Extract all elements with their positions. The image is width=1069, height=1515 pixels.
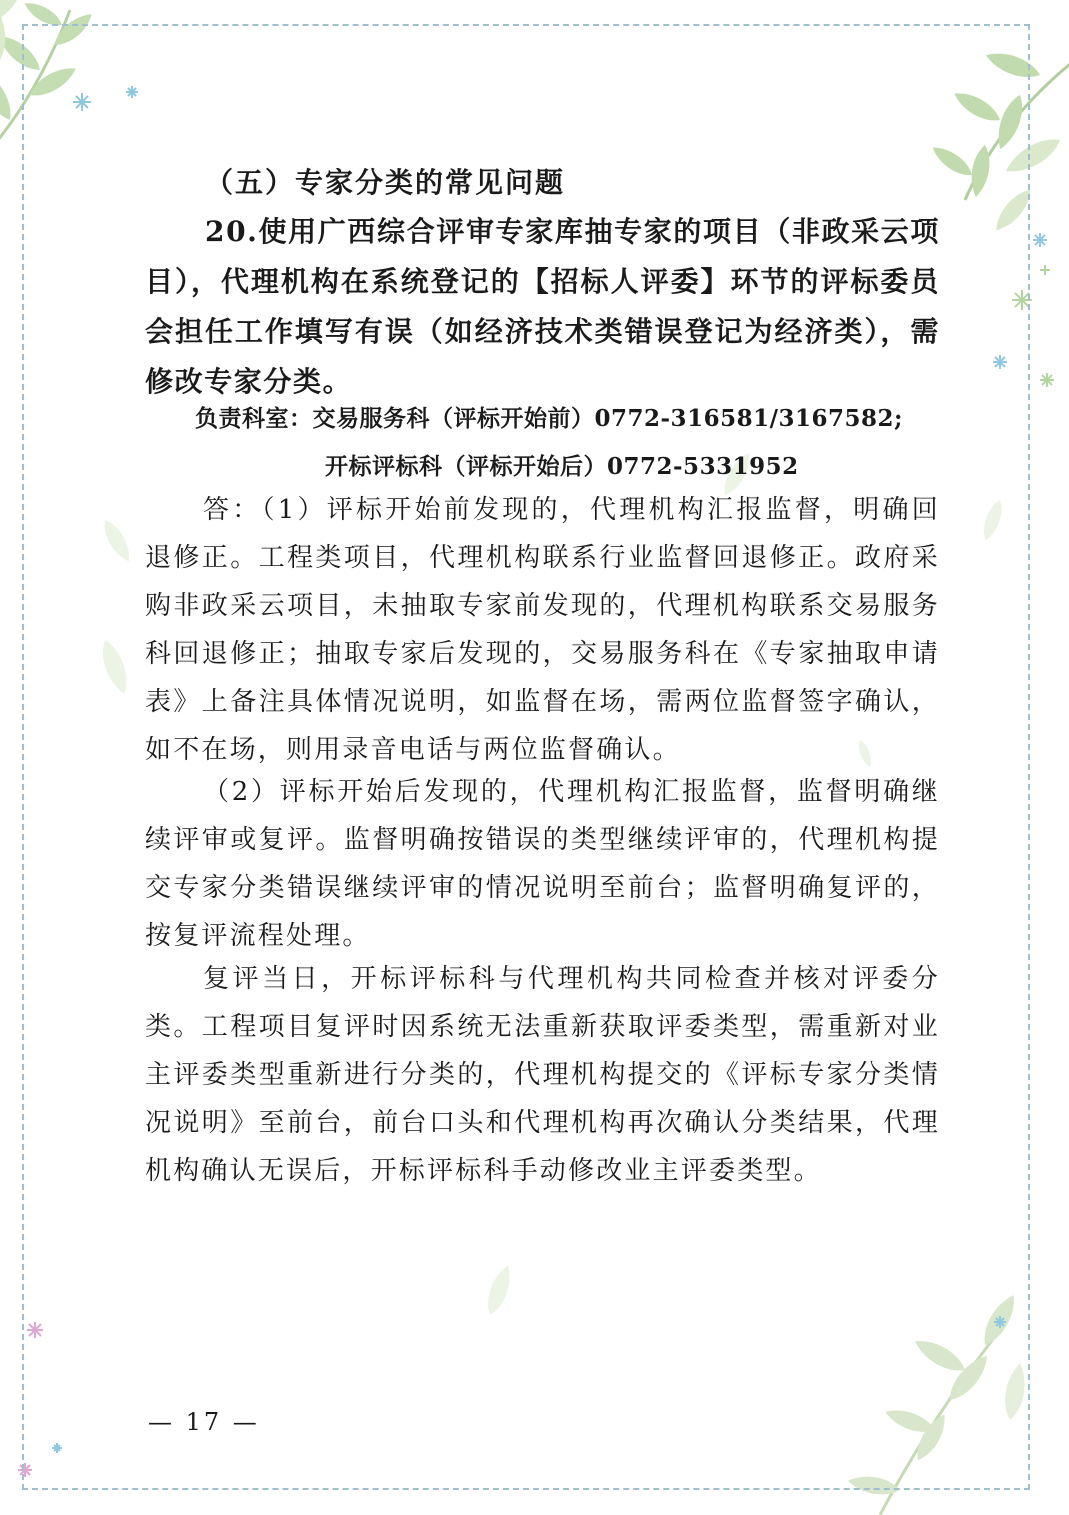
contact-line-2: 开标评标科（评标开始后）0772-5331952 <box>325 453 799 480</box>
section-heading: （五）专家分类的常见问题 <box>205 166 566 199</box>
answer-paragraph-1: 答：（1）评标开始前发现的，代理机构汇报监督，明确回退修正。工程类项目，代理机构联系行业监督回退修正。政府采购非政采云项目，未抽取专家前发现的，代理机构联系交易服务科回退修正；抽取专家后发现的，交易服务科在《专家抽取申请表》上备注具体情况说明，如监督在场，需两位监督签字确认，如不在场，则用录音电话与两位监督确认。 <box>145 495 940 765</box>
contact-line-1: 负责科室：交易服务科（评标开始前）0772-316581/3167582; <box>195 405 903 432</box>
question-text: 20.使用广西综合评审专家库抽专家的项目（非政采云项目），代理机构在系统登记的【招标人评委】环节的评标委员会担任工作填写有误（如经济技术类错误登记为经济类），需修改专家分类。 <box>145 215 940 398</box>
answer-paragraph-3: 复评当日，开标评标科与代理机构共同检查并核对评委分类。工程项目复评时因系统无法重新获取评委类型，需重新对业主评委类型重新进行分类的，代理机构提交的《评标专家分类情况说明》至前台，前台口头和代理机构再次确认分类结果，代理机构确认无误后，开标评标科手动修改业主评委类型。 <box>145 964 940 1186</box>
page-number: — 17 — <box>148 1408 260 1436</box>
answer-paragraph-2: （2）评标开始后发现的，代理机构汇报监督，监督明确继续评审或复评。监督明确按错误的类型继续评审的，代理机构提交专家分类错误继续评审的情况说明至前台；监督明确复评的，按复评流程处理。 <box>145 777 940 951</box>
